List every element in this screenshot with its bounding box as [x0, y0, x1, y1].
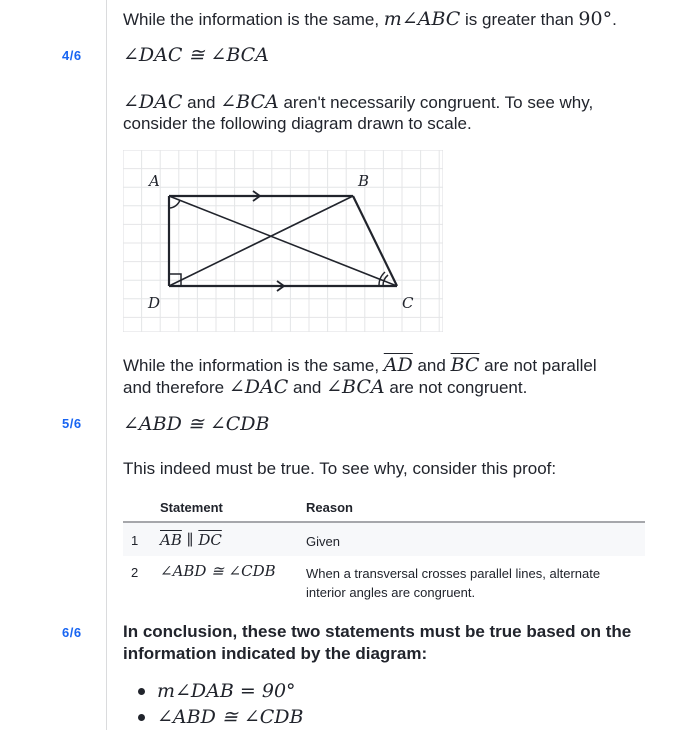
step-4-label: 4/6	[62, 48, 82, 63]
step-4-explanation-line1	[123, 91, 593, 114]
row-statement: ∠ABD ≅ ∠CDB	[160, 562, 276, 580]
parallel-symbol: ∥	[181, 531, 199, 549]
text-fragment: and	[288, 378, 327, 397]
text-fragment: aren't necessarily congruent. To see why,	[278, 93, 594, 112]
math-statement: m∠DAB = 90°	[157, 680, 296, 702]
step-5-label: 5/6	[62, 416, 82, 431]
step-4-conclusion-line2	[123, 376, 527, 399]
math-expression: ∠DAC	[228, 376, 289, 398]
segment-dc: $\overline{DC}$	[198, 531, 222, 549]
step-5-statement	[123, 413, 270, 436]
list-item	[138, 680, 304, 706]
conclusion-list	[138, 680, 304, 732]
step-4-conclusion-line1	[123, 354, 597, 377]
row-statement	[160, 531, 222, 549]
row-number: 2	[131, 565, 139, 580]
math-expression: m∠ABC	[383, 8, 461, 30]
header-statement: Statement	[160, 500, 223, 515]
bullet-dot-icon	[138, 714, 145, 721]
table-row	[123, 556, 645, 604]
step-6-label: 6/6	[62, 625, 82, 640]
text-fragment: and therefore	[123, 378, 229, 397]
math-expression: ∠DAC	[123, 91, 183, 113]
list-item	[138, 706, 304, 732]
bullet-dot-icon	[138, 688, 145, 695]
segment-ab: $\overline{AB}$	[160, 531, 182, 549]
math-statement: ∠ABD ≅ ∠CDB	[157, 706, 304, 728]
table-row	[123, 523, 645, 556]
row-number: 1	[131, 533, 139, 548]
text-fragment: .	[612, 10, 617, 29]
text-fragment: are not parallel	[479, 356, 597, 375]
left-rail-divider	[106, 0, 107, 730]
scale-diagram	[123, 150, 443, 332]
step-6-heading-line1: In conclusion, these two statements must be true based on the	[123, 622, 632, 641]
math-statement: ∠ABD ≅ ∠CDB	[123, 413, 270, 435]
vertex-label-d: D	[148, 294, 161, 312]
row-reason: When a transversal crosses parallel lines, alternate interior angles are congruent.	[306, 566, 601, 600]
step-4-statement	[123, 44, 269, 67]
row-reason: Given	[306, 534, 340, 549]
text-fragment: While the information is the same,	[123, 10, 384, 29]
vertex-label-c: C	[402, 294, 414, 312]
text-fragment: and	[182, 93, 221, 112]
text-fragment: are not congruent.	[384, 378, 528, 397]
step-6-heading-line2: information indicated by the diagram:	[123, 644, 428, 663]
segment-ad: $\overline{AD}$	[383, 354, 413, 376]
vertex-label-b: B	[358, 172, 370, 190]
math-expression: ∠BCA	[220, 91, 279, 113]
text-fragment: While the information is the same,	[123, 356, 384, 375]
step-5-intro: This indeed must be true. To see why, consider this proof:	[123, 459, 557, 478]
math-statement: ∠DAC ≅ ∠BCA	[123, 44, 269, 66]
vertex-label-a: A	[149, 172, 160, 190]
header-reason: Reason	[306, 500, 353, 515]
math-value: 90°	[578, 8, 613, 30]
text-fragment: and	[412, 356, 451, 375]
diagram-svg	[123, 150, 443, 332]
step-4-explanation-line2: consider the following diagram drawn to scale.	[123, 114, 472, 133]
top-line-text	[123, 8, 617, 31]
math-expression: ∠BCA	[326, 376, 385, 398]
text-fragment: is greater than	[460, 10, 579, 29]
segment-bc: $\overline{BC}$	[450, 354, 480, 376]
